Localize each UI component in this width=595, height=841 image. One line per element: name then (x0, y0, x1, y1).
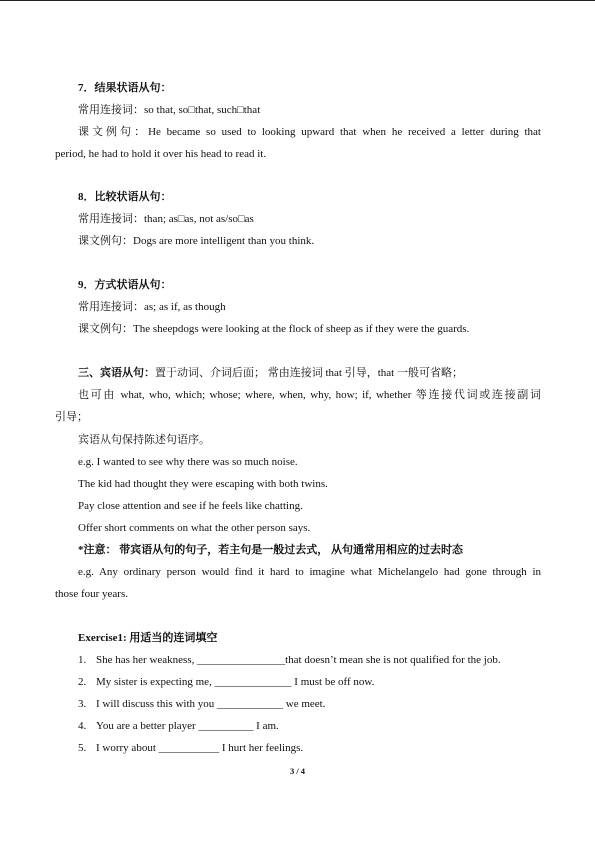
object-clause-note: *注意： 带宾语从句的句子，若主句是一般过去式， 从句通常用相应的过去时态 (78, 544, 463, 556)
section-9-connectives: 常用连接词：as; as if, as though (78, 301, 226, 313)
object-clause-heading: 三、宾语从句： (78, 367, 155, 379)
object-clause-example-2: The kid had thought they were escaping with both twins. (78, 478, 328, 490)
section-8-example: 课文例句：Dogs are more intelligent than you think. (78, 235, 315, 247)
exercise-item-number: 2. (78, 676, 87, 688)
exercise-item (78, 741, 303, 755)
section-7-example-line2: period, he had to hold it over his head to read it. (55, 148, 267, 160)
exercise-item-number: 3. (78, 698, 87, 710)
section-8-heading: 8．比较状语从句： (78, 191, 172, 203)
object-clause-intro (78, 366, 463, 380)
section-7-heading: 7．结果状语从句： (78, 82, 172, 94)
exercise-item-text: I will discuss this with you ____________ we meet. (96, 698, 326, 710)
exercise-item-number: 4. (78, 720, 87, 732)
exercise-item (78, 675, 374, 689)
exercise-item (78, 719, 279, 733)
object-clause-note-example-line1: e.g. Any ordinary person would find it hard to imagine what Michelangelo had gone through in (78, 566, 541, 578)
exercise-item-text: You are a better player __________ I am. (96, 720, 279, 732)
section-8-connectives: 常用连接词：than; as□as, not as/so□as (78, 213, 254, 225)
exercise-item-number: 5. (78, 742, 87, 754)
object-clause-example-1: e.g. I wanted to see why there was so much noise. (78, 456, 298, 468)
section-9-example: 课文例句：The sheepdogs were looking at the flock of sheep as if they were the guards. (78, 323, 470, 335)
page-number: 3 / 4 (289, 766, 306, 776)
exercise-title: Exercise1: 用适当的连词填空 (78, 632, 218, 644)
object-clause-example-3: Pay close attention and see if he feels like chatting. (78, 500, 303, 512)
exercise-item (78, 697, 325, 711)
object-clause-word-order: 宾语从句保持陈述句语序。 (78, 434, 210, 446)
object-clause-connectors-line1: 也可由 what, who, which; whose; where, when, why, how; if, whether 等连接代词或连接副词 (78, 389, 541, 401)
exercise-item-text: My sister is expecting me, ______________ I must be off now. (96, 676, 375, 688)
exercise-item-text: She has her weakness, ________________that doesn’t mean she is not qualified for the job. (96, 654, 501, 666)
exercise-item (78, 653, 501, 667)
object-clause-description: 置于动词、介词后面； 常由连接词 that 引导，that 一般可省略； (155, 367, 463, 379)
exercise-item-number: 1. (78, 654, 87, 666)
object-clause-connectors-line2: 引导； (55, 411, 88, 423)
page-top-rule (0, 0, 595, 1)
section-9-heading: 9．方式状语从句： (78, 279, 172, 291)
object-clause-note-example-line2: those four years. (55, 588, 129, 600)
exercise-item-text: I worry about ___________ I hurt her feelings. (96, 742, 304, 754)
section-7-connectives: 常用连接词：so that, so□that, such□that (78, 104, 261, 116)
object-clause-example-4: Offer short comments on what the other person says. (78, 522, 311, 534)
section-7-example-line1: 课文例句：He became so used to looking upward that when he received a letter during that (78, 126, 541, 138)
